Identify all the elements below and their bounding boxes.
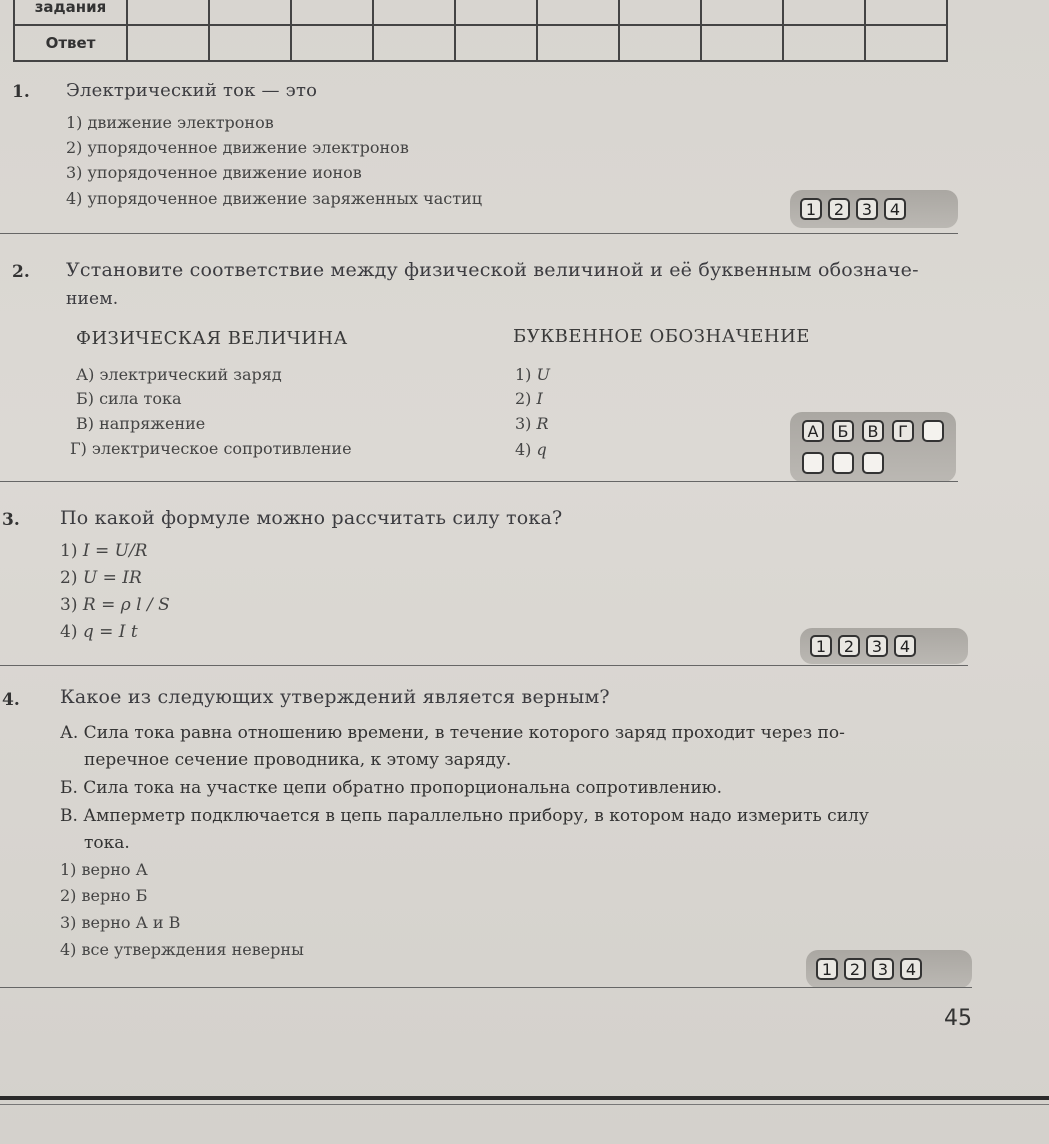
divider: [0, 233, 958, 234]
question-text: Установите соответствие между физической величиной и её буквенным обозначе-: [66, 259, 919, 281]
formula-1: 1) I = U/R: [60, 541, 148, 561]
option-2: 2) упорядоченное движение электронов: [66, 138, 409, 157]
answer-cell[interactable]: [537, 25, 619, 61]
choice-4[interactable]: 4: [884, 198, 906, 220]
page-bottom-border-thin: [0, 1104, 1049, 1105]
answer-slot-v[interactable]: [832, 452, 854, 474]
column-header-quantity: ФИЗИЧЕСКАЯ ВЕЛИЧИНА: [76, 328, 348, 349]
letter-g: Г: [892, 420, 914, 442]
letter-b: Б: [832, 420, 854, 442]
formula-2: 2) U = IR: [60, 568, 142, 588]
answer-cell[interactable]: [373, 0, 455, 25]
choice-4[interactable]: 4: [900, 958, 922, 980]
letter-a: А: [802, 420, 824, 442]
option-4: 4) упорядоченное движение заряженных частиц: [66, 189, 483, 208]
symbol-4: 4) q: [515, 440, 547, 459]
answer-cell[interactable]: [701, 25, 783, 61]
answer-cell[interactable]: [865, 25, 947, 61]
letter-v: В: [862, 420, 884, 442]
answer-cell[interactable]: [455, 25, 537, 61]
symbol-3: 3) R: [515, 414, 549, 433]
answer-cell[interactable]: [783, 25, 865, 61]
answer-slot-g[interactable]: [862, 452, 884, 474]
answer-cell[interactable]: [127, 0, 209, 25]
choice-2[interactable]: 2: [844, 958, 866, 980]
choice-3[interactable]: 3: [856, 198, 878, 220]
answer-row-label: Ответ: [14, 25, 127, 61]
formula-4: 4) q = I t: [60, 622, 138, 642]
choice-4[interactable]: 4: [894, 635, 916, 657]
answer-cell[interactable]: [291, 0, 373, 25]
answer-slot-a[interactable]: [922, 420, 944, 442]
statement-v-continued: тока.: [84, 833, 130, 853]
answer-cell[interactable]: [865, 0, 947, 25]
divider: [0, 481, 958, 482]
statement-v: В. Амперметр подключается в цепь параллельно прибору, в котором надо измерить силу: [60, 806, 869, 826]
answer-slot-b[interactable]: [802, 452, 824, 474]
answer-cell[interactable]: [537, 0, 619, 25]
question-text: Электрический ток — это: [66, 80, 318, 101]
question-number: 3.: [2, 510, 20, 530]
question-text: По какой формуле можно рассчитать силу тока?: [60, 507, 563, 529]
answer-choice-box: [790, 190, 958, 228]
question-number: 4.: [2, 690, 20, 710]
answer-cell[interactable]: [455, 0, 537, 25]
choice-2[interactable]: 2: [838, 635, 860, 657]
choice-3[interactable]: 3: [872, 958, 894, 980]
statement-a-continued: перечное сечение проводника, к этому заряду.: [84, 750, 512, 770]
choice-2[interactable]: 2: [828, 198, 850, 220]
choice-3[interactable]: 3: [866, 635, 888, 657]
question-text-continued: нием.: [66, 289, 119, 309]
answer-choice-box: [806, 950, 972, 988]
answer-cell[interactable]: [291, 25, 373, 61]
choice-1[interactable]: 1: [800, 198, 822, 220]
symbol-1: 1) U: [515, 365, 550, 384]
answer-cell[interactable]: [373, 25, 455, 61]
quantity-v: В) напряжение: [76, 414, 206, 433]
option-1: 1) движение электронов: [66, 113, 274, 132]
choice-1[interactable]: 1: [816, 958, 838, 980]
choice-1[interactable]: 1: [810, 635, 832, 657]
answer-cell[interactable]: [619, 0, 701, 25]
quantity-b: Б) сила тока: [76, 389, 182, 408]
matching-answer-box: [790, 412, 956, 482]
statement-a: А. Сила тока равна отношению времени, в течение которого заряд проходит через по-: [60, 723, 845, 743]
option-4: 4) все утверждения неверны: [60, 940, 304, 959]
answer-choice-box: [800, 628, 968, 664]
answer-cell[interactable]: [783, 0, 865, 25]
option-3: 3) верно А и В: [60, 913, 181, 932]
statement-b: Б. Сила тока на участке цепи обратно пропорциональна сопротивлению.: [60, 778, 722, 798]
quantity-g: Г) электрическое сопротивление: [70, 439, 352, 458]
answer-cell[interactable]: [701, 0, 783, 25]
symbol-2: 2) I: [515, 389, 543, 408]
task-number-label: задания: [14, 0, 127, 25]
question-number: 2.: [12, 262, 30, 282]
page-bottom-border: [0, 1096, 1049, 1100]
answer-cell[interactable]: [209, 25, 291, 61]
option-3: 3) упорядоченное движение ионов: [66, 163, 362, 182]
formula-3: 3) R = ρ l / S: [60, 595, 170, 615]
option-1: 1) верно А: [60, 860, 148, 879]
answer-cell[interactable]: [209, 0, 291, 25]
answer-table: [13, 0, 948, 62]
column-header-symbol: БУКВЕННОЕ ОБОЗНАЧЕНИЕ: [513, 326, 810, 347]
divider: [0, 987, 972, 988]
question-text: Какое из следующих утверждений является верным?: [60, 686, 610, 708]
quantity-a: А) электрический заряд: [76, 365, 282, 384]
question-number: 1.: [12, 82, 30, 102]
option-2: 2) верно Б: [60, 886, 148, 905]
page-number: 45: [944, 1006, 972, 1031]
answer-cell[interactable]: [127, 25, 209, 61]
answer-cell[interactable]: [619, 25, 701, 61]
divider: [0, 665, 968, 666]
